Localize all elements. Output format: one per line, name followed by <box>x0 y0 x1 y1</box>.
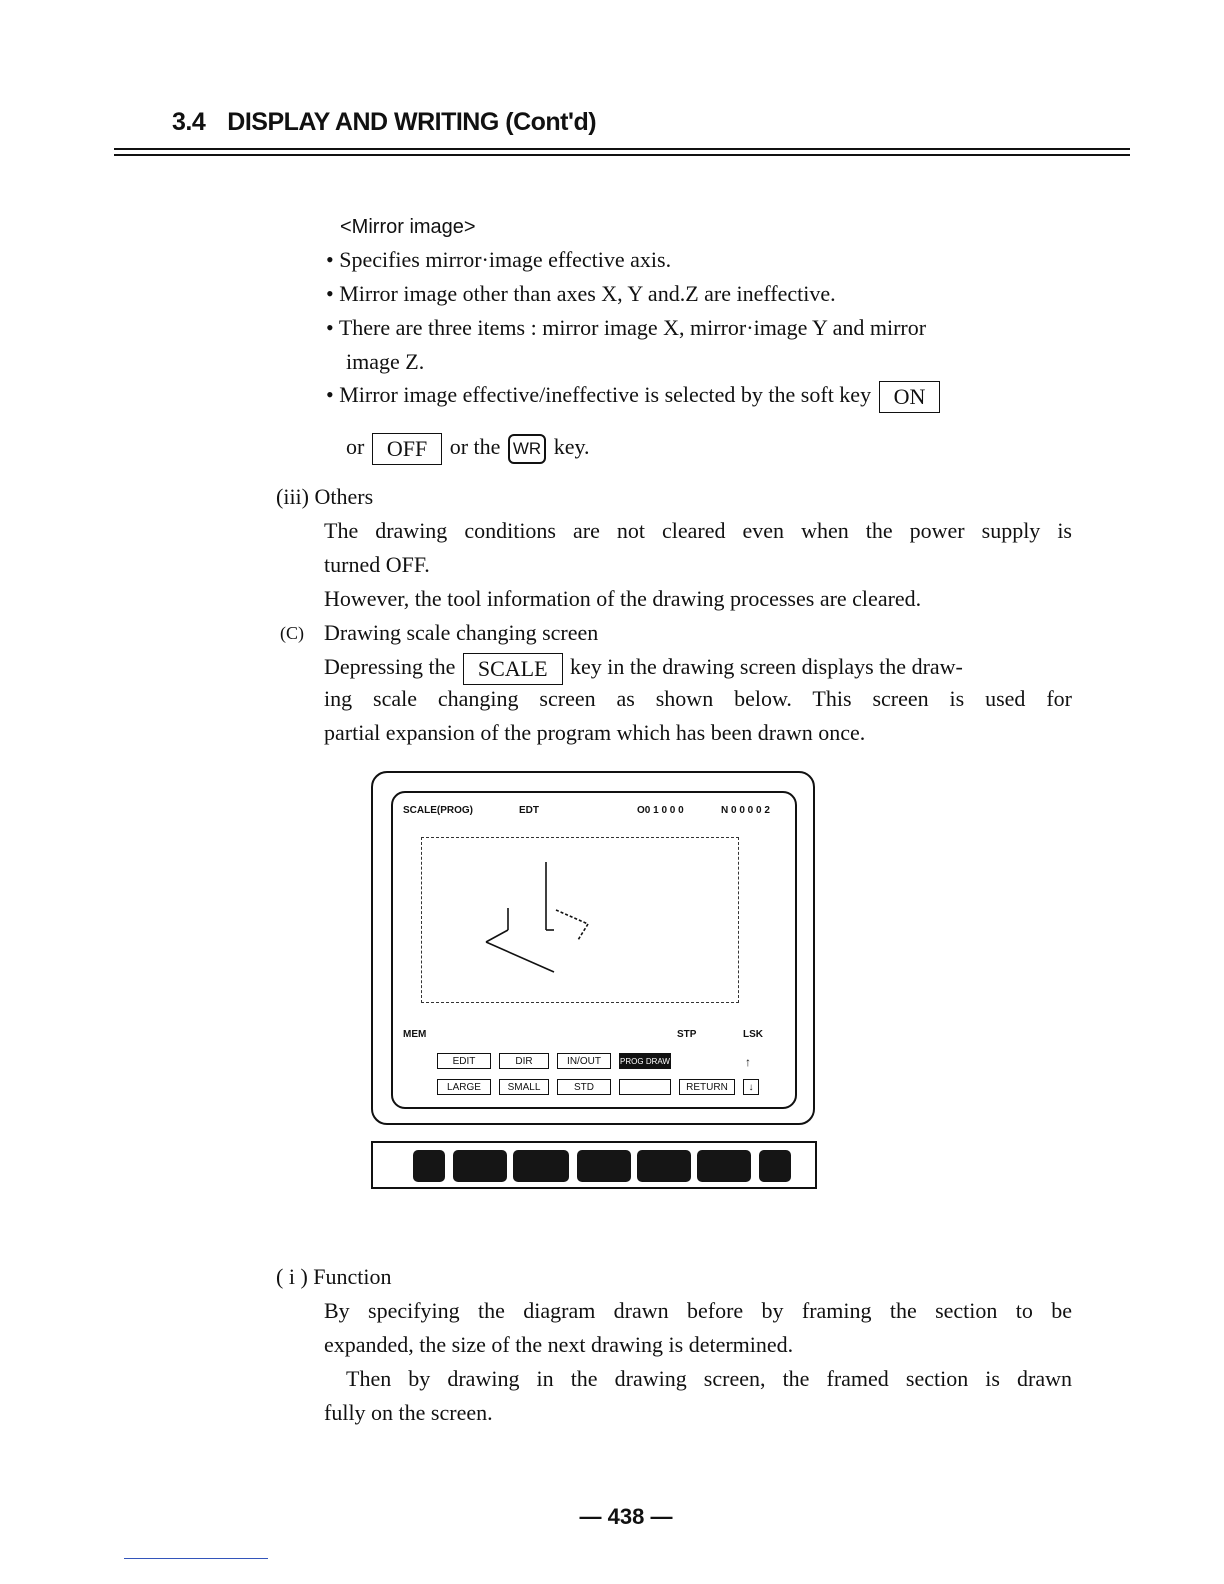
softkey-in-out: IN/OUT <box>557 1053 611 1069</box>
scale-line <box>324 650 963 685</box>
pad-key <box>697 1150 751 1182</box>
function-label: ( i ) Function <box>276 1264 392 1289</box>
others-line: However, the tool information of the drawing processes are cleared. <box>324 586 922 611</box>
bullet-text: Specifies mirror·image effective axis. <box>339 247 672 272</box>
softkey-edit: EDIT <box>437 1053 491 1069</box>
softkey-std: STD <box>557 1079 611 1095</box>
crt-display <box>391 791 797 1109</box>
page-number: — 438 — <box>579 1504 673 1529</box>
crt-screen-figure <box>371 771 815 1125</box>
softkey-blank <box>619 1079 671 1095</box>
function-line: By specifying the diagram drawn before by framing the section to be <box>324 1298 1072 1323</box>
on-key: ON <box>879 381 941 413</box>
key-suffix: key. <box>553 434 590 459</box>
bullet-continuation: image Z. <box>346 349 425 374</box>
softkey-prog-draw: PROG DRAW <box>619 1053 671 1069</box>
others-line: The drawing conditions are not cleared even when the power supply is <box>324 518 1072 543</box>
section-heading <box>172 108 596 137</box>
screen-mode: EDT <box>519 805 539 816</box>
pad-key <box>637 1150 691 1182</box>
scale-section-label: (C) <box>280 623 304 643</box>
off-key: OFF <box>372 433 442 465</box>
sequence-number: N 0 0 0 0 2 <box>721 805 770 816</box>
footer-line <box>124 1558 268 1559</box>
bullet-text: Mirror image effective/ineffective is selected by the soft key <box>339 382 872 407</box>
screen-title: SCALE(PROG) <box>403 805 473 816</box>
or-the-text: or the <box>449 434 501 459</box>
wr-key: WR <box>508 434 546 464</box>
drawing-area <box>421 837 739 1003</box>
scale-text: Depressing the <box>324 654 456 679</box>
pad-key <box>453 1150 507 1182</box>
scale-line: ing scale changing screen as shown below. This screen is used for <box>324 686 1072 711</box>
scale-section-title: Drawing scale changing screen <box>324 620 599 645</box>
bullet-text: Mirror image other than axes X, Y and.Z are ineffective. <box>339 281 836 306</box>
pad-key <box>759 1150 791 1182</box>
bullet-item: • Mirror image other than axes X, Y and.Z are ineffective. <box>326 281 836 306</box>
scale-text: key in the drawing screen displays the draw- <box>570 654 963 679</box>
softkey-pad <box>371 1141 817 1189</box>
section-number: 3.4 <box>172 108 206 136</box>
program-number: O0 1 0 0 0 <box>637 805 684 816</box>
function-line: expanded, the size of the next drawing is determined. <box>324 1332 794 1357</box>
status-lsk: LSK <box>743 1029 763 1040</box>
bullet-item: • Specifies mirror·image effective axis. <box>326 247 672 272</box>
mirror-image-title: <Mirror image> <box>340 216 476 238</box>
status-mode: MEM <box>403 1029 427 1040</box>
others-label: (iii) Others <box>276 484 374 509</box>
status-stp: STP <box>677 1029 697 1040</box>
up-arrow-icon: ↑ <box>745 1055 751 1069</box>
softkey-return: RETURN <box>679 1079 735 1095</box>
toolpath-drawing <box>422 838 738 1002</box>
section-title: DISPLAY AND WRITING (Cont'd) <box>227 108 597 136</box>
function-line: Then by drawing in the drawing screen, the framed section is drawn <box>346 1366 1072 1391</box>
scale-key: SCALE <box>463 653 563 685</box>
softkey-dir: DIR <box>499 1053 549 1069</box>
header-rule-top <box>114 148 1130 150</box>
function-line: fully on the screen. <box>324 1400 493 1425</box>
scale-line: partial expansion of the program which has been drawn once. <box>324 720 866 745</box>
pad-key <box>577 1150 631 1182</box>
pad-key <box>413 1150 445 1182</box>
bullet-text: There are three items : mirror image X, mirror·image Y and mirror <box>338 315 927 340</box>
pad-key <box>513 1150 569 1182</box>
others-line: turned OFF. <box>324 552 430 577</box>
key-line <box>346 430 590 465</box>
header-rule-bottom <box>114 154 1130 156</box>
down-arrow-icon: ↓ <box>743 1079 759 1095</box>
softkey-large: LARGE <box>437 1079 491 1095</box>
softkey-small: SMALL <box>499 1079 549 1095</box>
or-text: or <box>346 434 365 459</box>
bullet-item: • There are three items : mirror image X, mirror·image Y and mirror <box>326 315 927 340</box>
bullet-item: • Mirror image effective/ineffective is selected by the soft key ON <box>326 378 942 413</box>
